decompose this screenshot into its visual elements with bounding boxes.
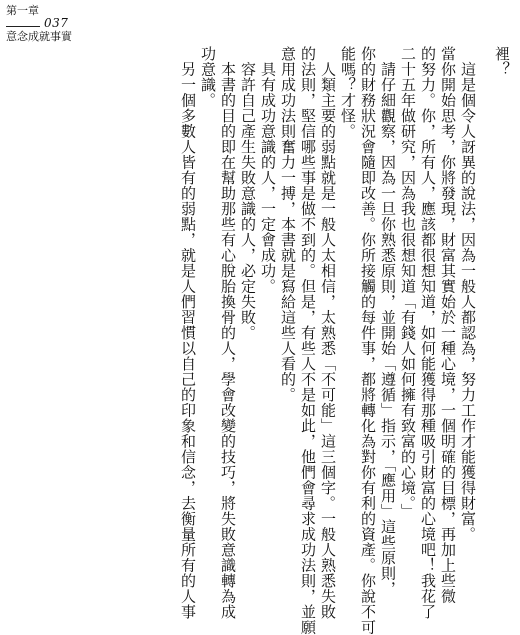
vertical-text-body (178, 46, 512, 635)
text-column: 容許自己產生失敗意識的人，必定失敗。 (239, 46, 257, 341)
page-number: 037 (44, 16, 69, 30)
text-column: 的法則，堅信哪些事是做不到的。但是，有些人不是如此，他們會尋求成功法則，並願 (299, 46, 317, 635)
text-column: 二十五年做研究，因為我也很想知道「有錢人如何擁有致富的心境。」 (399, 46, 417, 519)
running-header (6, 4, 136, 43)
text-column: 具有成功意識的人，一定會成功。 (259, 46, 277, 294)
text-column: 本書的目的即在幫助那些有心脫胎換骨的人，學會改變的技巧，將失敗意識轉為成 (219, 46, 237, 620)
text-column: 的努力。你，所有人，應該都很想知道，如何能獲得那種吸引財富的心境吧！我花了 (419, 46, 437, 620)
text-column: 這是個令人訝異的說法，因為一般人都認為，努力工作才能獲得財富。 (459, 46, 477, 542)
text-column: 當你開始思考，你將發現，財富其實始於一種心境，一個明確的目標，再加上些微 (439, 46, 457, 604)
text-column: 請仔細觀察，因為一旦你熟悉原則，並開始「遵循」指示，「應用」這些原則， (379, 46, 397, 597)
text-column: 你的財務狀況會隨即改善。你所接觸的每件事，都將轉化為對你有利的資產。你說不可 (359, 46, 377, 635)
page-number-line (6, 17, 136, 30)
text-column: 人類主要的弱點就是一般人太相信，太熟悉「不可能」這三個字。一般人熟悉失敗 (319, 46, 337, 620)
text-column: 裡？ (493, 46, 511, 77)
text-column: 能嗎？才怪。 (339, 46, 357, 139)
text-column: 意用成功法則奮力一搏，本書就是寫給這些人看的。 (279, 46, 297, 403)
chapter-subtitle: 意念成就事實 (6, 30, 72, 43)
text-column: 功意識。 (199, 46, 217, 108)
text-column: 另一個多數人皆有的弱點，就是人們習慣以自己的印象和信念，去衡量所有的人事 (179, 46, 197, 620)
header-rule (6, 26, 40, 27)
chapter-line (6, 4, 136, 17)
chapter-label: 第一章 (6, 4, 39, 17)
